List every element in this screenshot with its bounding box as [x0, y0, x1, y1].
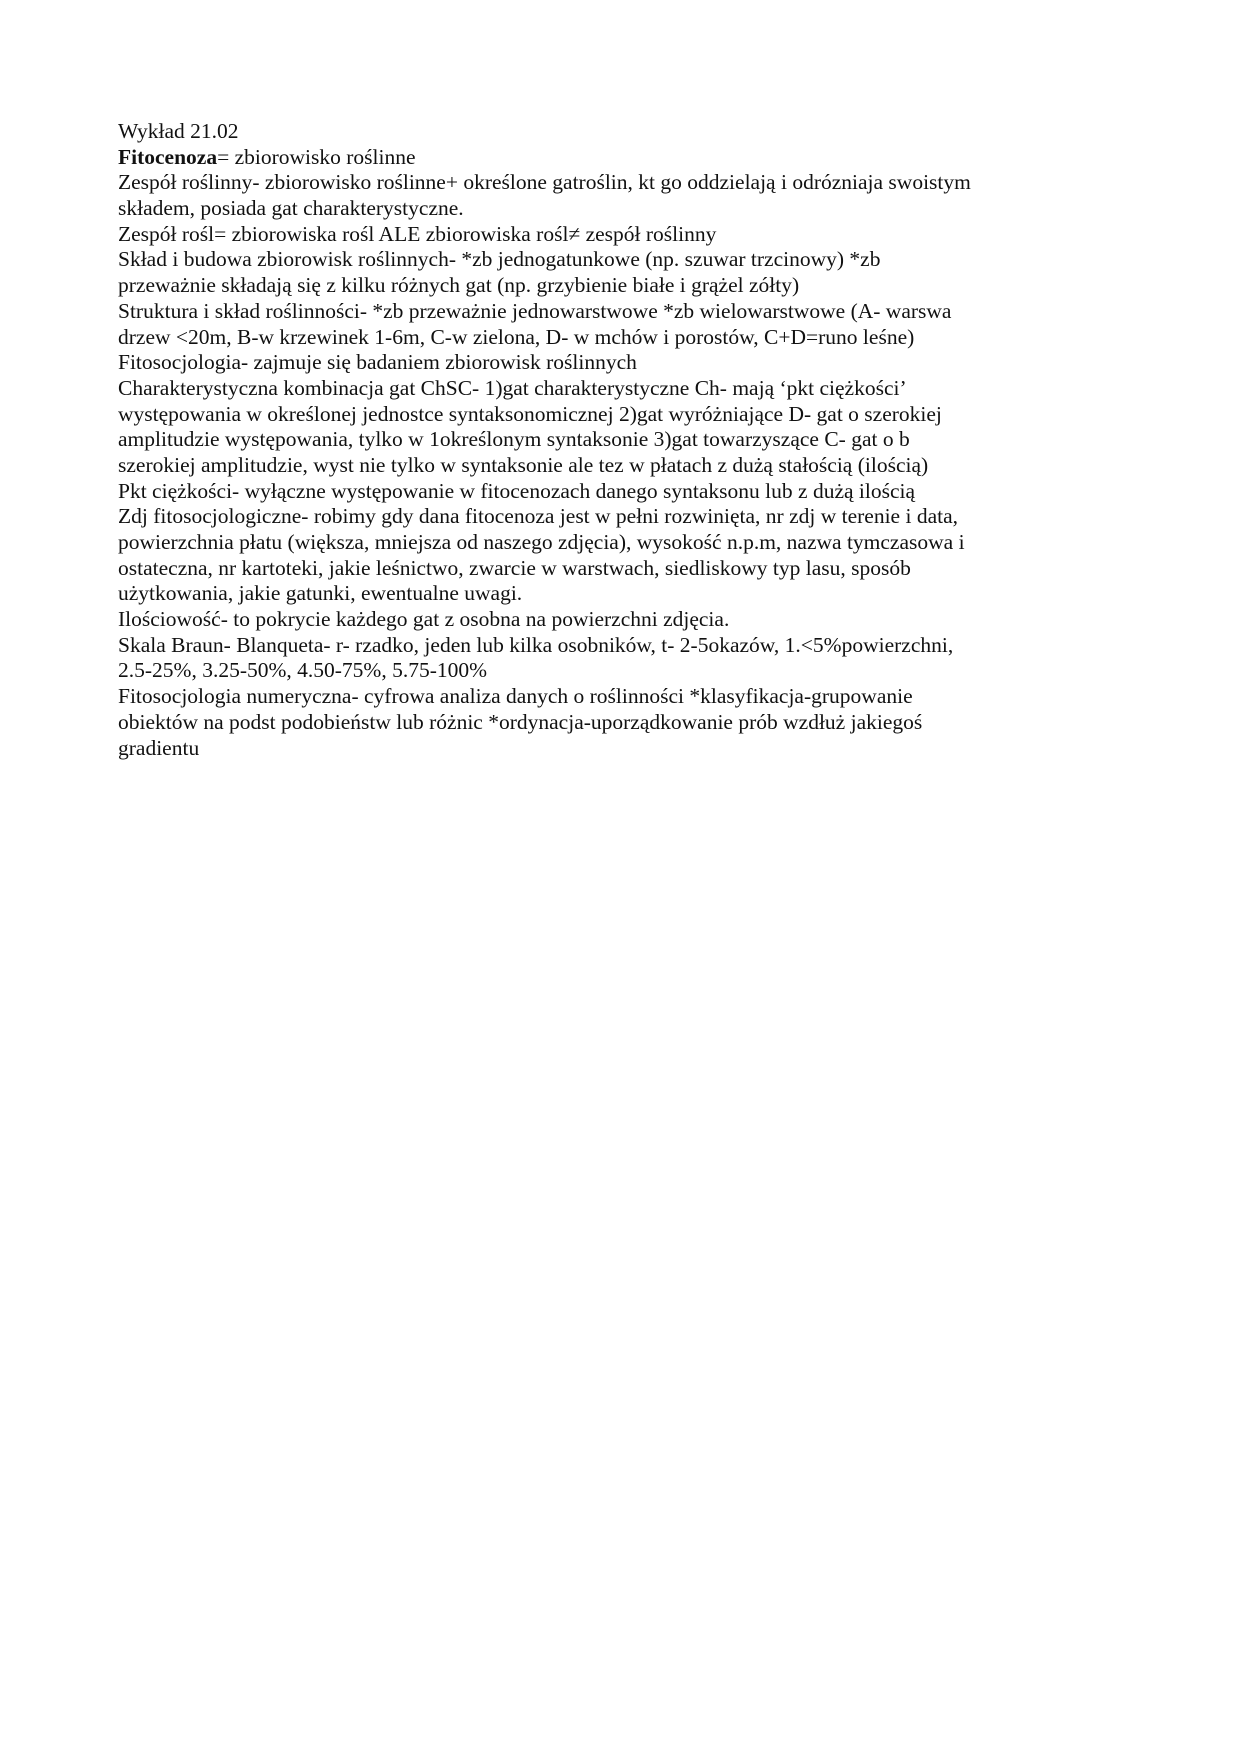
text-line: Zespół roślinny- zbiorowisko roślinne+ określone gatroślin, kt go oddzielają i odrózniaja swoistym — [118, 170, 971, 195]
text-line: Pkt ciężkości- wyłączne występowanie w fitocenozach danego syntaksonu lub z dużą ilością — [118, 478, 916, 503]
text-line: Fitosocjologia- zajmuje się badaniem zbiorowisk roślinnych — [118, 350, 637, 375]
term-fitocenoza: Fitocenoza — [118, 144, 218, 169]
text-line: Ilościowość- to pokrycie każdego gat z osobna na powierzchni zdjęcia. — [118, 607, 730, 632]
text-line: Skala Braun- Blanqueta- r- rzadko, jeden lub kilka osobników, t- 2-5okazów, 1.<5%powierzchni, — [118, 632, 954, 657]
text-line: przeważnie składają się z kilku różnych gat (np. grzybienie białe i grążel zółty) — [118, 273, 800, 298]
text-line: Zdj fitosocjologiczne- robimy gdy dana fitocenoza jest w pełni rozwinięta, nr zdj w terenie i data, — [118, 504, 959, 529]
text-line: amplitudzie występowania, tylko w 1określonym syntaksonie 3)gat towarzyszące C- gat o b — [118, 427, 910, 452]
text-line: Charakterystyczna kombinacja gat ChSC- 1)gat charakterystyczne Ch- mają ‘pkt ciężkości’ — [118, 375, 907, 400]
lecture-title: Wykład 21.02 — [118, 119, 239, 143]
text-line: występowania w określonej jednostce syntaksonomicznej 2)gat wyróżniające D- gat o szerokiej — [118, 401, 942, 426]
text-line: Fitosocjologia numeryczna- cyfrowa analiza danych o roślinności *klasyfikacja-grupowanie — [118, 684, 913, 709]
text-line: ostateczna, nr kartoteki, jakie leśnictwo, zwarcie w warstwach, siedliskowy typ lasu, sposób — [118, 555, 911, 580]
text-line: obiektów na podst podobieństw lub różnic *ordynacja-uporządkowanie prób wzdłuż jakiegoś — [118, 709, 923, 734]
definition-fitocenoza — [118, 145, 971, 171]
text-line: gradientu — [118, 735, 200, 760]
document-body — [118, 119, 971, 761]
text-line: składem, posiada gat charakterystyczne. — [118, 196, 464, 221]
definition-text: = zbiorowisko roślinne — [217, 144, 416, 169]
text-line: Struktura i skład roślinności- *zb przeważnie jednowarstwowe *zb wielowarstwowe (A- warswa — [118, 298, 952, 323]
text-line: Zespół rośl= zbiorowiska rośl ALE zbiorowiska rośl≠ zespół roślinny — [118, 221, 717, 246]
text-line: 2.5-25%, 3.25-50%, 4.50-75%, 5.75-100% — [118, 658, 488, 683]
text-line: powierzchnia płatu (większa, mniejsza od naszego zdjęcia), wysokość n.p.m, nazwa tymczasowa i — [118, 530, 965, 554]
text-line: użytkowania, jakie gatunki, ewentualne uwagi. — [118, 581, 523, 606]
text-line: Skład i budowa zbiorowisk roślinnych- *zb jednogatunkowe (np. szuwar trzcinowy) *zb — [118, 247, 881, 272]
text-line: szerokiej amplitudzie, wyst nie tylko w syntaksonie ale tez w płatach z dużą stałością (ilością) — [118, 452, 929, 477]
text-line: drzew <20m, B-w krzewinek 1-6m, C-w zielona, D- w mchów i porostów, C+D=runo leśne) — [118, 324, 915, 349]
